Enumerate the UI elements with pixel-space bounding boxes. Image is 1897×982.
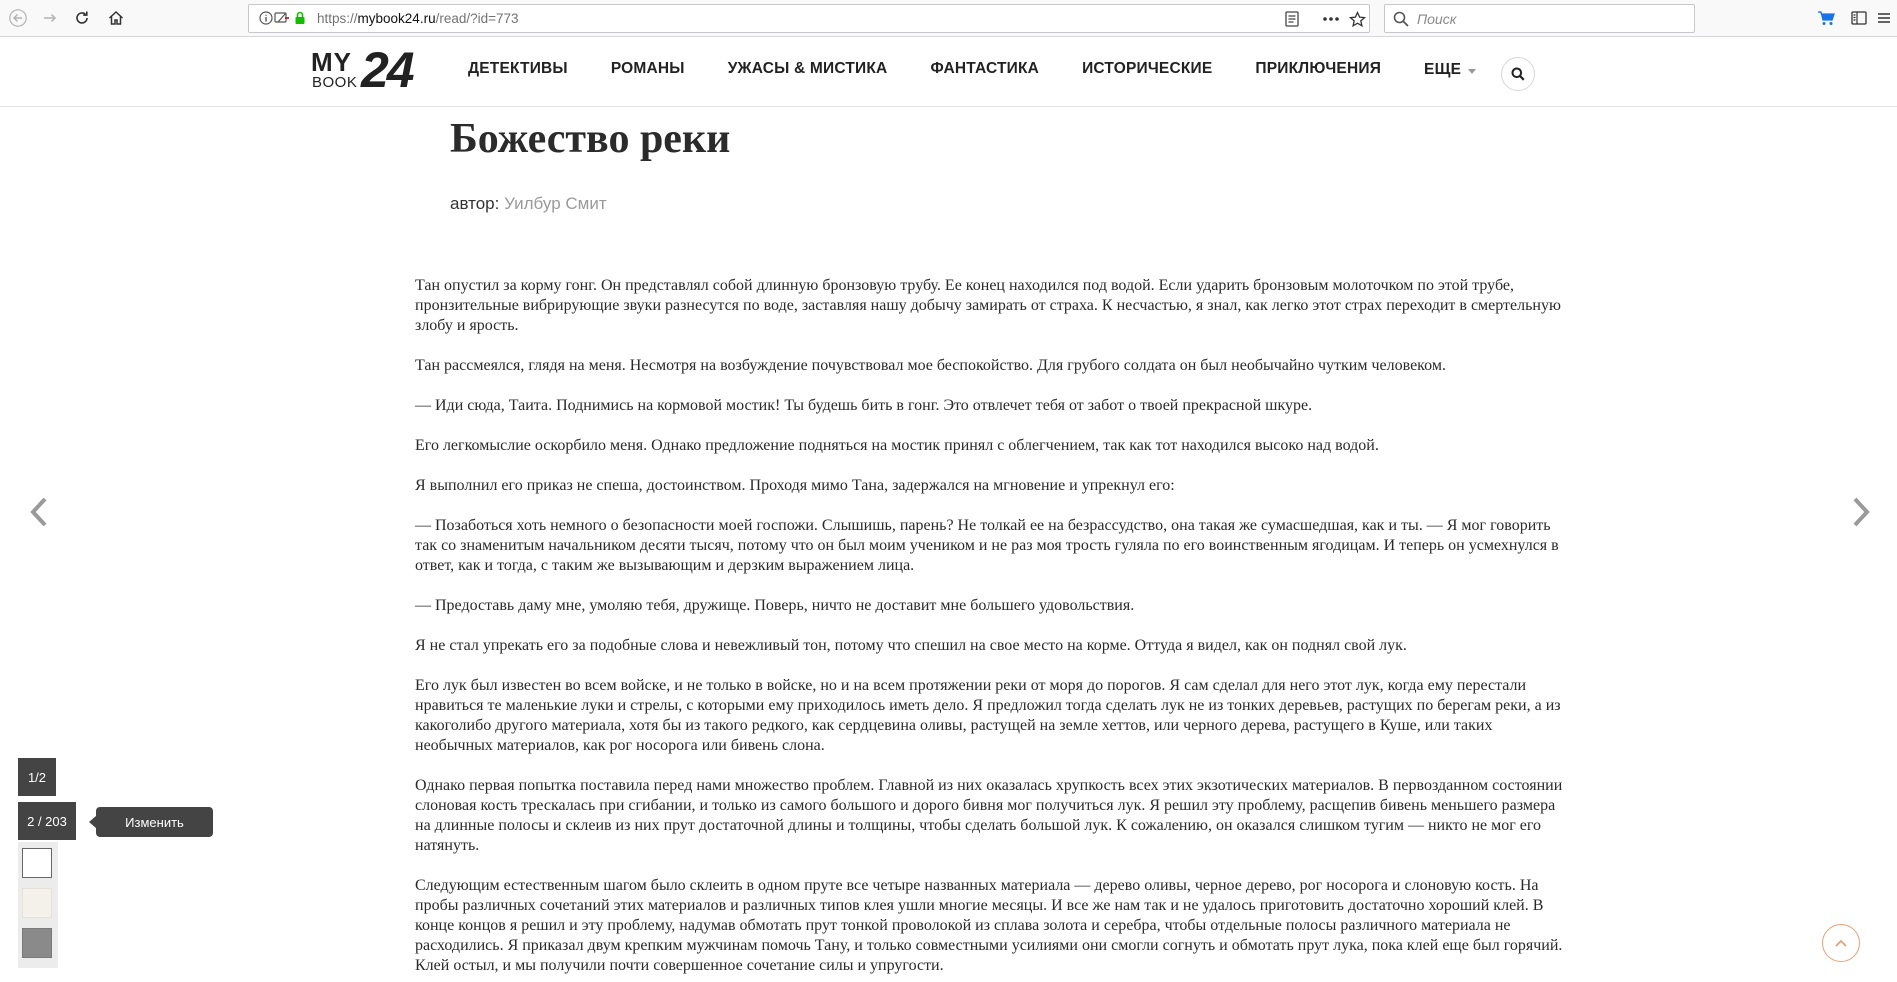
paragraph: Однако первая попытка поставила перед нами множество проблем. Главной из них оказалась хрупкость всех этих экзотических материалов. В первозданном состоянии слоновая кость трескалась при сгибании, и только из самого большого и дорого бивня мог получиться лук. Я решил эту проблему, расщепив бивень меньшего размера на длинные полосы и склеив из них прут достаточной длины и толщины, чтобы сделать большой лук. К сожалению, он оказался слишком тугим — никто не мог его натянуть.: [415, 777, 1563, 854]
nav-more-dropdown[interactable]: ЕЩЕ: [1424, 55, 1476, 85]
author-link[interactable]: Уилбур Смит: [504, 194, 607, 213]
columns-toggle[interactable]: 1/2: [18, 758, 56, 796]
paragraph: — Иди сюда, Таита. Поднимись на кормовой мостик! Ты будешь бить в гонг. Это отвлечет тебя от забот о твоей прекрасной шкуре.: [415, 397, 1313, 414]
change-page-button[interactable]: Изменить: [96, 807, 213, 837]
paragraph: Его лук был известен во всем войске, и не только в войске, но и на всем протяжении реки от моря до порогов. Я сам сделал для него этот лук, когда ему перестали нравиться те маленькие луки и стрелы, с которыми ему приходилось иметь дело. Я предложил тогда сделать лук не из тонких деревьев, растущих по берегам реки, а из какоголибо другого материала, хотя бы из такого редкого, как сердцевина оливы, растущей на земле хеттов, или черного дерева, растущего в Куше, или таких необычных материалов, как рог носорога или бивень слона.: [415, 677, 1561, 754]
chevron-right-icon: [1851, 496, 1871, 528]
forward-button[interactable]: [38, 6, 62, 30]
paragraph: — Предоставь даму мне, умоляю тебя, дружище. Поверь, ничто не доставит мне большего удовольствия.: [415, 597, 1135, 614]
book-text: [415, 276, 1567, 982]
page-actions-icon[interactable]: [1321, 10, 1341, 28]
theme-dark-swatch[interactable]: [22, 928, 52, 958]
home-icon: [107, 9, 125, 27]
back-arrow-icon: [9, 9, 27, 27]
nav-fantasy[interactable]: ФАНТАСТИКА: [930, 60, 1040, 77]
url-text[interactable]: https://mybook24.ru/read/?id=773: [317, 11, 519, 26]
paragraph: — Позаботься хоть немного о безопасности моей госпожи. Слышишь, парень? Не толкай ее на безрассудство, она такая же сумасшедшая, как и ты. — Я мог говорить так со знаменитым начальником десяти тысяч, потому что он был моим учеником и не раз моя трость гуляла по его воинственным ягодицам. И теперь он усмехнулся в ответ, как и тогда, с таким же вызывающим и дерзким выражением лица.: [415, 517, 1559, 574]
nav-adventure[interactable]: ПРИКЛЮЧЕНИЯ: [1255, 60, 1382, 77]
secure-lock-icon: [292, 10, 308, 26]
sidebar-toggle-icon[interactable]: [1847, 7, 1871, 29]
browser-search-bar[interactable]: [1384, 4, 1695, 33]
chevron-left-icon: [29, 496, 49, 528]
address-bar[interactable]: [248, 4, 1370, 33]
site-search-button[interactable]: [1501, 57, 1535, 91]
search-icon: [1393, 11, 1409, 27]
prev-page-button[interactable]: [24, 492, 54, 532]
theme-picker: [18, 842, 58, 968]
paragraph: Следующим естественным шагом было склеить в одном пруте все четыре названных материала — дерево оливы, черное дерево, рог носорога и слоновую кость. На пробы различных сочетаний этих материалов и различных типов клея ушли многие месяцы. И все же нам так и не удалось приготовить достаточно хороший клей. В конце концов я решил и эту проблему, надумав обмотать прут тонкой проволокой из сплава золота и серебра, чтобы отдельные полосы различного материала не расходились. Я приказал двум крепким мужчинам помочь Тану, и только совместными усилиями они смогли согнуть и обмотать прут лука, пока клей еще был горячий. Клей остыл, и мы получили почти совершенное сочетание силы и упругости.: [415, 877, 1563, 974]
cart-icon[interactable]: [1814, 7, 1838, 29]
search-icon: [1511, 67, 1525, 81]
nav-historical[interactable]: ИСТОРИЧЕСКИЕ: [1082, 60, 1213, 77]
main-nav: [468, 55, 1519, 85]
back-button[interactable]: [6, 6, 30, 30]
scroll-to-top-button[interactable]: [1822, 924, 1860, 962]
reader-view-icon[interactable]: [1282, 10, 1302, 28]
next-page-button[interactable]: [1846, 492, 1876, 532]
browser-toolbar: [0, 0, 1897, 37]
paragraph: Тан рассмеялся, глядя на меня. Несмотря на возбуждение почувствовал мое беспокойство. Для грубого солдата он был необычайно чутким человеком.: [415, 357, 1446, 374]
overflow-menu-icon[interactable]: [1872, 7, 1896, 29]
chevron-up-icon: [1834, 938, 1848, 948]
site-header: [0, 37, 1897, 107]
bookmark-star-icon[interactable]: [1347, 10, 1367, 28]
paragraph: Я выполнил его приказ не спеша, достоинством. Проходя мимо Тана, задержался на мгновение и упрекнул его:: [415, 477, 1175, 494]
author-line: автор: Уилбур Смит: [450, 194, 607, 213]
theme-white-swatch[interactable]: [22, 848, 52, 878]
info-icon[interactable]: [258, 10, 274, 26]
chevron-down-icon: [1468, 69, 1476, 74]
forward-arrow-icon: [41, 9, 59, 27]
nav-horror-mystic[interactable]: УЖАСЫ & МИСТИКА: [727, 60, 888, 77]
site-logo[interactable]: MY BOOK 24: [311, 42, 413, 98]
permissions-icon[interactable]: [274, 10, 290, 26]
reload-button[interactable]: [70, 6, 94, 30]
theme-sepia-swatch[interactable]: [22, 888, 52, 918]
home-button[interactable]: [104, 6, 128, 30]
nav-detectives[interactable]: ДЕТЕКТИВЫ: [468, 60, 568, 77]
nav-novels[interactable]: РОМАНЫ: [610, 60, 685, 77]
paragraph: Я не стал упрекать его за подобные слова и невежливый тон, потому что спешил на свое место на корме. Оттуда я видел, как он поднял свой лук.: [415, 637, 1407, 654]
page-counter[interactable]: 2 / 203: [18, 802, 76, 840]
book-title: Божество реки: [450, 116, 731, 162]
paragraph: Тан опустил за корму гонг. Он представлял собой длинную бронзовую трубу. Ее конец находился под водой. Если ударить бронзовым молоточком по этой трубе, пронзительные вибрирующие звуки разнесутся по воде, заставляя нашу добычу замирать от страха. К несчастью, я знал, как легко этот страх переходит в смертельную злобу и ярость.: [415, 277, 1561, 334]
reload-icon: [73, 9, 91, 27]
paragraph: Его легкомыслие оскорбило меня. Однако предложение подняться на мостик принял с облегчением, так как тот находился высоко над водой.: [415, 437, 1379, 454]
browser-search-input[interactable]: [1417, 9, 1687, 29]
